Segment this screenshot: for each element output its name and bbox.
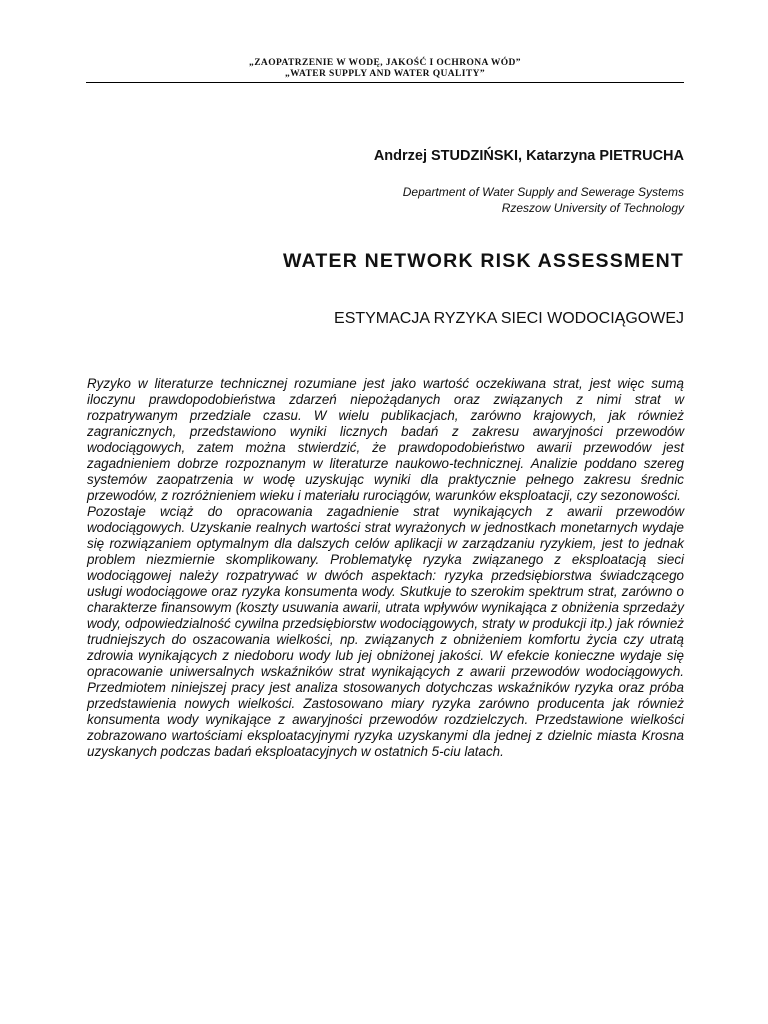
journal-header-english: „WATER SUPPLY AND WATER QUALITY” <box>284 69 486 79</box>
abstract <box>87 376 684 760</box>
department: Department of Water Supply and Sewerage Systems <box>402 185 684 199</box>
journal-header-polish: „ZAOPATRZENIE W WODĘ, JAKOŚĆ I OCHRONA WÓD” <box>249 58 521 68</box>
university: Rzeszow University of Technology <box>501 201 684 215</box>
paper-title: WATER NETWORK RISK ASSESSMENT <box>283 250 684 272</box>
affiliation <box>403 184 684 216</box>
authors: Andrzej STUDZIŃSKI, Katarzyna PIETRUCHA <box>373 148 684 164</box>
abstract-paragraph-1: Ryzyko w literaturze technicznej rozumiane jest jako wartość oczekiwana strat, jest więc sumą iloczynu prawdopodobieństwa zdarzeń niepożądanych oraz związanych z nimi strat w rozpatrywanym przedziale czasu. W wielu publikacjach, zarówno krajowych, jak również zagranicznych, przedstawiono wyniki licznych badań z zakresu awaryjności przewodów wodociągowych, zatem można stwierdzić, że prawdopodobieństwo awarii przewodów jest zagadnieniem dobrze rozpoznanym w literaturze naukowo-technicznej. Analizie poddano szereg systemów zaopatrzenia w wodę uzyskując wyniki dla praktycznie pełnego zakresu średnic przewodów, z rozróżnieniem wieku i materiału rurociągów, warunków eksploatacji, czy sezonowości. <box>87 376 684 503</box>
abstract-paragraph-2: Pozostaje wciąż do opracowania zagadnienie strat wynikających z awarii przewodów wodociągowych. Uzyskanie realnych wartości strat wyrażonych w jednostkach monetarnych wydaje się rozwiązaniem optymalnym dla dalszych celów aplikacji w zarządzaniu ryzykiem, jest to jednak problem niezmiernie skomplikowany. Problematykę ryzyka związanego z eksploatacją sieci wodociągowej należy rozpatrywać w dwóch aspektach: ryzyka przedsiębiorstwa świadczącego usługi wodociągowe oraz ryzyka konsumenta wody. Skutkuje to szerokim spektrum strat, zarówno o charakterze finansowym (koszty usuwania awarii, utrata wpływów wynikająca z obniżenia sprzedaży wody, odpowiedzialność cywilna przedsiębiorstw wodociągowych, straty w produkcji itp.) jak również trudniejszych do oszacowania wielkości, np. związanych z obniżeniem komfortu życia czy utratą zdrowia wynikających z niedoboru wody lub jej obniżonej jakości. W efekcie konieczne wydaje się opracowanie uniwersalnych wskaźników strat wynikających z awarii przewodów wodociągowych. Przedmiotem niniejszej pracy jest analiza stosowanych dotychczas wskaźników ryzyka oraz próba przedstawienia nowych wielkości. Zastosowano miary ryzyka zarówno producenta jak również konsumenta wody wynikające z awaryjności przewodów rozdzielczych. Przedstawione wielkości zobrazowano wartościami eksploatacyjnymi ryzyka uzyskanymi dla jednej z dzielnic miasta Krosna uzyskanych podczas badań eksploatacyjnych w ostatnich 5-ciu latach. <box>87 504 684 759</box>
journal-header <box>86 58 684 83</box>
paper-subtitle: ESTYMACJA RYZYKA SIECI WODOCIĄGOWEJ <box>334 310 684 327</box>
